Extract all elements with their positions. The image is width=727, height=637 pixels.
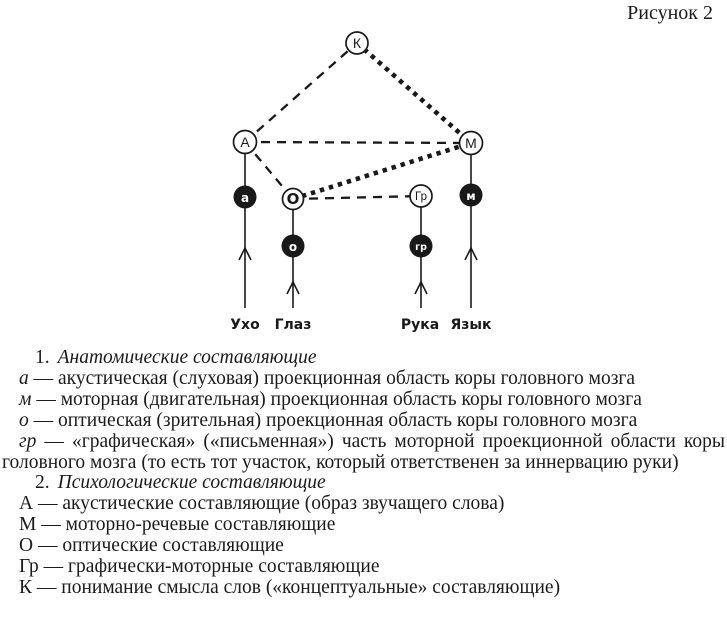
edge-A-K-dashed <box>245 43 357 142</box>
legend-text: — графически-моторные составляющие <box>43 556 380 578</box>
node-Gr-label: Гр <box>415 191 427 203</box>
legend-key: гр <box>19 430 37 452</box>
legend-key: О <box>19 535 34 557</box>
edge-A-M-dashed <box>245 142 471 143</box>
legend-key: Гр <box>19 556 39 578</box>
legend-item-K <box>2 578 725 599</box>
legend-item-A <box>2 494 725 515</box>
section-number: 2. <box>35 472 50 494</box>
edge-O-Gr-dashed <box>293 196 421 199</box>
legend-key: К <box>19 576 33 598</box>
legend-text: — акустические составляющие (образ звучащего слова) <box>37 493 505 515</box>
organ-label-hand: Рука <box>400 317 440 333</box>
diagram-organ-labels <box>230 317 492 333</box>
legend-text: — «графическая» («письменная») часть моторной проекционной области коры головного мозга (то есть тот участок, который ответственен за иннервацию руки) <box>2 430 725 473</box>
legend-item-gr <box>2 432 725 474</box>
legend-item-m <box>2 390 725 411</box>
legend-key: А <box>19 493 34 515</box>
edge-O-M-dotted <box>293 143 471 199</box>
organ-label-ear: Ухо <box>230 317 260 333</box>
legend-item-o <box>2 411 725 432</box>
node-gr-label: гр <box>415 242 427 253</box>
diagram-filled-nodes <box>234 184 483 258</box>
legend-text: — акустическая (слуховая) проекционная область коры головного мозга <box>33 367 636 389</box>
legend-section-2-heading <box>2 473 725 494</box>
legend-key: о <box>19 409 29 431</box>
diagram-pathways <box>239 142 477 308</box>
figure-caption: Рисунок 2 <box>627 2 713 24</box>
legend-text: — понимание смысла слов («концептуальные» составляющие) <box>36 576 561 598</box>
legend-item-Gr <box>2 557 725 578</box>
legend-text: — оптические составляющие <box>37 535 284 557</box>
legend-key: а <box>19 367 29 389</box>
section-number: 1. <box>35 347 50 368</box>
legend-item-O <box>2 536 725 557</box>
section-title: Анатомические составляющие <box>57 347 317 368</box>
legend-text: — оптическая (зрительная) проекционная область коры головного мозга <box>33 409 638 431</box>
legend-section-1-heading <box>2 348 725 369</box>
legend <box>0 348 727 599</box>
organ-label-tongue: Язык <box>450 317 492 333</box>
node-K-label: К <box>352 35 362 51</box>
legend-key: м <box>19 388 32 410</box>
node-m-label: м <box>466 189 476 203</box>
legend-key: М <box>19 514 37 536</box>
section-title: Психологические составляющие <box>57 472 326 494</box>
legend-text: — моторная (двигательная) проекционная область коры головного мозга <box>36 388 642 410</box>
node-A-label: А <box>240 134 250 150</box>
node-o-label: о <box>288 240 298 254</box>
organ-label-eye: Глаз <box>274 317 312 333</box>
node-O-label: О <box>286 190 300 208</box>
diagram-edges <box>245 43 471 199</box>
legend-text: — моторно-речевые составляющие <box>41 514 336 536</box>
diagram-open-nodes <box>234 32 483 210</box>
legend-item-M <box>2 515 725 536</box>
edge-K-M-dotted <box>357 43 471 143</box>
node-a-label: а <box>240 191 250 205</box>
legend-item-a <box>2 369 725 390</box>
node-M-label: М <box>465 135 477 151</box>
